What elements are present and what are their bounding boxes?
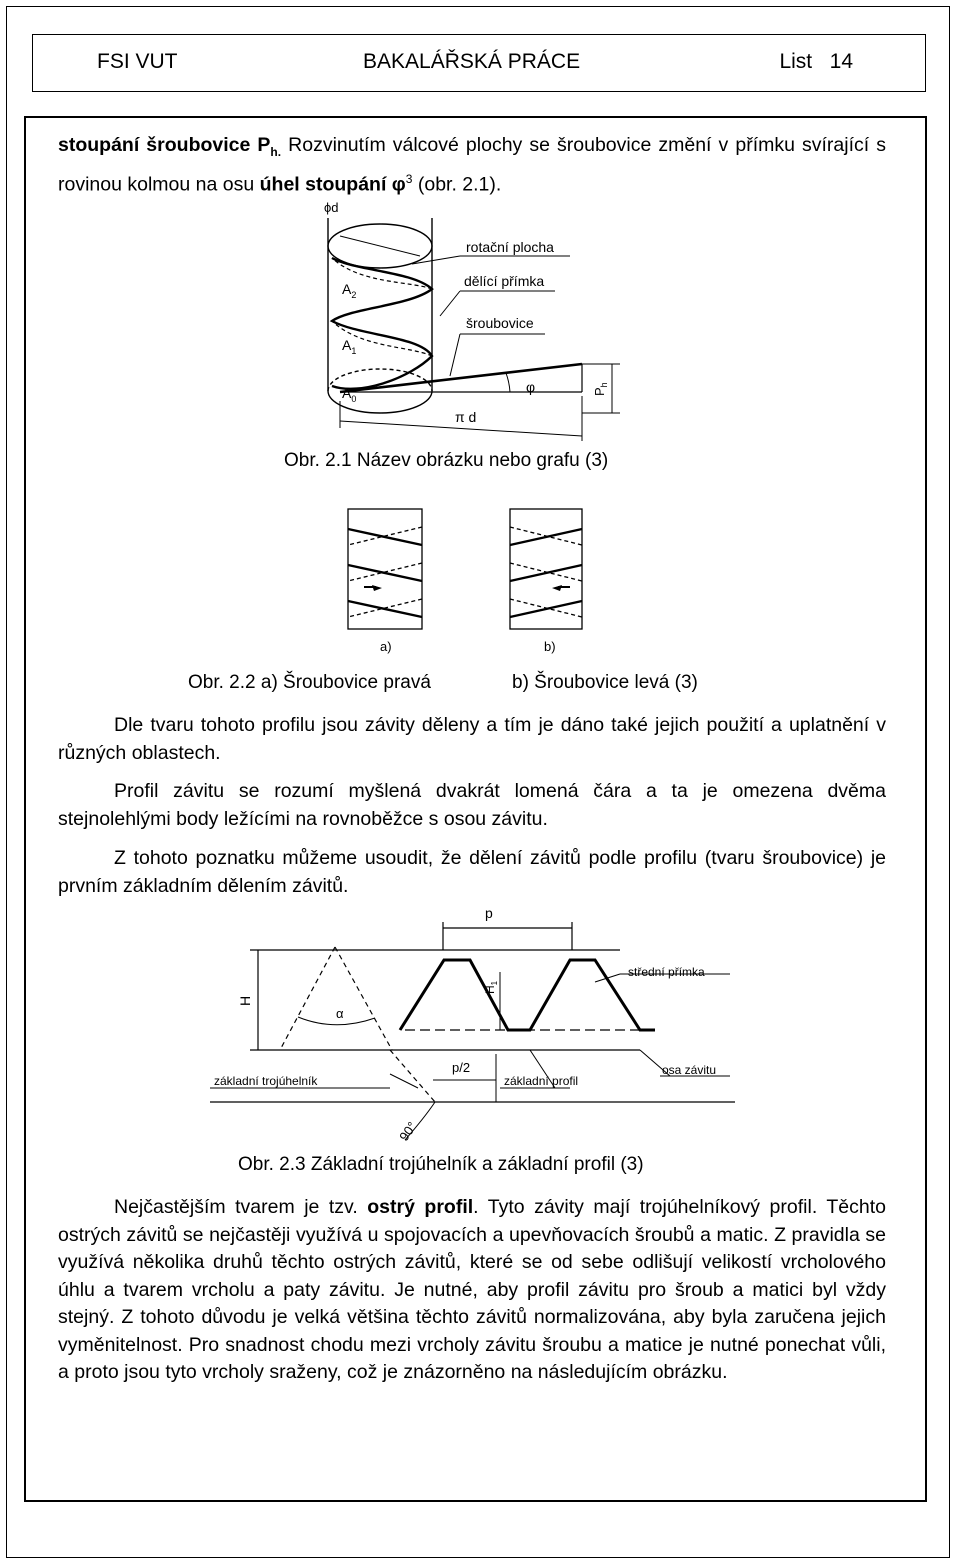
label-h: H [237,995,253,1006]
label-half-pitch: p/2 [452,1060,471,1075]
helix-pitch-term: stoupání šroubovice P [58,134,271,156]
label-basic-triangle: základní trojúhelník [214,1074,318,1088]
label-90-degrees: 90° [396,1119,420,1144]
caption-figure-2-1: Obr. 2.1 Název obrázku nebo grafu (3) [284,450,609,471]
header-page-number: List 14 [779,50,853,73]
header-title: BAKALÁŘSKÁ PRÁCE [363,50,581,73]
label-a: a) [380,639,392,654]
caption-figure-2-2a: Obr. 2.2 a) Šroubovice pravá [188,672,431,693]
page-header [32,34,926,92]
paragraph-profile-definition: Profil závitu se rozumí myšlená dvakrát lomená čára a ta je omezena dvěma stejnolehlými body ležícími na rovnoběžce s osou závitu. [58,780,886,830]
helix-pitch-subscript: h. [270,144,282,159]
intro-text: Rozvinutím válcové plochy se šroubovice změní v přímku svírající s rovinou kolmou na osu [58,134,886,196]
label-phi: φ [526,379,536,395]
sharp-profile-text-start: Nejčastějším tvarem je tzv. [114,1196,368,1218]
figure-helix-development [300,196,640,446]
label-diameter: ϕd [324,200,339,215]
label-thread-axis: osa závitu [662,1063,717,1077]
label-h1: $H_1$ [483,980,499,994]
label-a0: $A_0$ [342,385,357,404]
label-basic-profile: základní profil [504,1074,579,1088]
caption-figure-2-2b: b) Šroubovice levá (3) [512,672,698,693]
paragraph-sharp-profile [58,1194,886,1387]
label-alpha: α [336,1006,344,1021]
sharp-profile-term: ostrý profil [367,1196,474,1218]
sharp-profile-text: . Tyto závity mají trojúhelníkový profil. Těchto ostrých závitů se nejčastěji využívá u spojovacích a upevňovacích šroubů a matic. Z pravidla se využívá několika druhů těchto ostrých závitů, které se od sebe odlišují velikostí vrcholového úhlu a tvarem vrcholu a paty závitu. Je nutné, aby profil závitu pro šroub a matici byl vždy stejný. Z tohoto důvodu je velká většina těchto závitů normalizována, aby byla zaručena jejich vyměnitelnost. Pro snadnost chodu mezi vrcholy závitu šroubu a matice je nutné ponechat vůli, a proto jsou tyto vrcholy sraženy, což je znázorněno na následujícím obrázku. [58,1196,886,1383]
label-dividing-line: dělící přímka [464,273,545,289]
lead-angle-term: úhel stoupání φ [259,173,406,196]
header-school: FSI VUT [97,50,178,73]
label-b: b) [544,639,556,654]
intro-text-end: (obr. 2.1). [412,173,502,196]
label-rotation-surface: rotační plocha [466,239,554,255]
footnote-ref: 3 [405,172,413,187]
label-ph: $P_h$ [592,382,609,396]
label-pi-d: π d [455,409,477,425]
caption-figure-2-3: Obr. 2.3 Základní trojúhelník a základní profil (3) [238,1154,644,1175]
label-a1: $A_1$ [342,337,357,356]
figure-helix-right-left [344,505,614,655]
label-a2: $A_2$ [342,281,357,300]
paragraph-conclusion: Z tohoto poznatku můžeme usoudit, že dělení závitů podle profilu (tvaru šroubovice) je prvním základním dělením závitů. [58,847,886,897]
figure-basic-triangle-profile [200,902,740,1152]
intro-paragraph [58,132,886,199]
label-mean-line: střední přímka [628,965,705,979]
paragraph-profile-division: Dle tvaru tohoto profilu jsou závity děleny a tím je dáno také jejich použití a uplatnění v různých oblastech. [58,714,886,764]
label-pitch: p [485,905,493,921]
label-helix: šroubovice [466,315,534,331]
